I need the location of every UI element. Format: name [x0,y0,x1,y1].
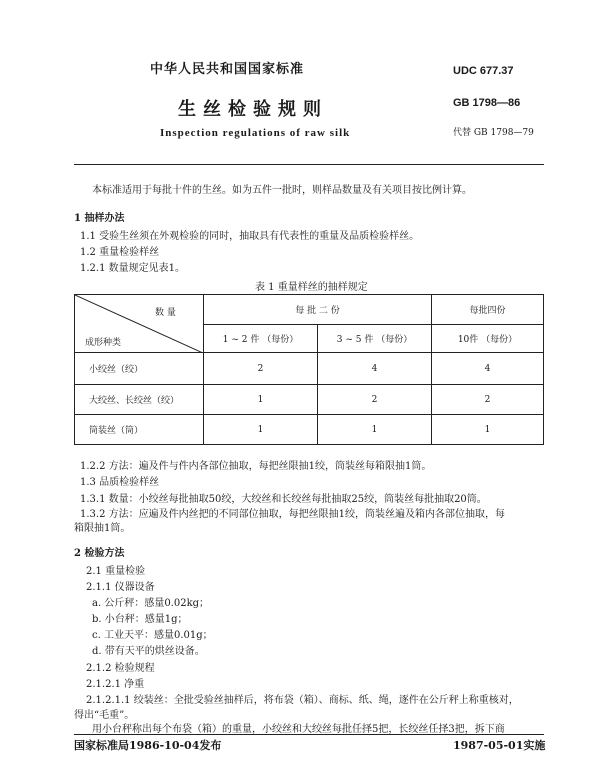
table-cell: 2 [318,385,432,415]
weighing-paragraph: 用小台秤称出每个布袋（箱）的重量，小绞丝和大绞丝每批任择5把，长绞丝任择3把，拆下商 [92,724,505,735]
table-cell: 1 [432,415,544,445]
table-cell: 4 [318,353,432,385]
document-title-english: Inspection regulations of raw silk [160,127,351,139]
table-row [75,415,544,445]
table-cell: 1 [204,415,318,445]
clause-2-1-2-1-1-cont: 得出“毛重”。 [74,710,135,721]
section-1-heading: 1 抽样办法 [74,213,125,224]
corner-top-label: 数 量 [155,308,176,318]
section-2-heading: 2 检验方法 [74,548,125,559]
equipment-a: a. 公斤秤：感量0.02kg； [92,598,210,609]
row-label: 筒装丝（筒） [75,415,204,445]
table-cell: 4 [432,353,544,385]
sub-header-2: 3 ~ 5 件 （每份） [318,325,432,353]
sub-header-1: 1 ~ 2 件 （每份） [204,325,318,353]
udc-code: UDC 677.37 [453,65,514,77]
clause-2-1-2-1: 2.1.2.1 净重 [86,679,145,690]
footer-divider [74,734,544,735]
table-row [75,385,544,415]
clause-2-1-1: 2.1.1 仪器设备 [86,582,155,593]
row-label: 小绞丝（绞） [75,353,204,385]
clause-1-2: 1.2 重量检验样丝 [80,247,160,258]
table-cell: 2 [432,385,544,415]
document-title: 生丝检验规则 [178,99,328,120]
clause-1-3-2: 1.3.2 方法：应遍及件内丝把的不同部位抽取，每把丝限抽1绞，筒装丝遍及箱内各部位抽取，每 [80,509,505,520]
table-corner-cell [75,295,204,353]
corner-bottom-label: 成形种类 [85,338,122,348]
equipment-b: b. 小台秤：感量1g； [92,614,188,625]
clause-2-1-2: 2.1.2 检验规程 [86,663,155,674]
intro-paragraph: 本标准适用于每批十件的生丝。如为五件一批时，则样品数量及有关项目按比例计算。 [92,185,472,196]
sampling-table [74,294,544,445]
table-cell: 1 [318,415,432,445]
table-cell: 1 [204,385,318,415]
table-row [75,353,544,385]
clause-1-2-2: 1.2.2 方法：遍及件与件内各部位抽取，每把丝限抽1绞，筒装丝每箱限抽1筒。 [80,461,432,472]
equipment-d: d. 带有天平的烘丝设备。 [92,646,205,657]
row-label: 大绞丝、长绞丝（绞） [75,385,204,415]
implementation-date: 1987-05-01实施 [453,739,546,752]
group-header-cell: 每 批 二 份 [204,295,432,325]
clause-1-3-2-cont: 箱限抽1筒。 [74,523,131,534]
col3-header-cell: 每批四份 [432,295,544,325]
clause-1-3: 1.3 品质检验样丝 [80,477,160,488]
clause-2-1-2-1-1: 2.1.2.1.1 绞装丝：全批受验丝抽样后，将布袋（箱）、商标、纸、绳，逐件在公斤秤上称重核对， [86,695,519,706]
table-cell: 2 [204,353,318,385]
replaces-standard: 代替 GB 1798—79 [453,128,534,138]
issue-date: 国家标准局1986-10-04发布 [74,739,222,752]
clause-1-2-1: 1.2.1 数量规定见表1。 [80,263,185,274]
clause-2-1: 2.1 重量检验 [86,566,146,577]
table-caption: 表 1 重量样丝的抽样规定 [255,282,368,293]
standard-category: 中华人民共和国国家标准 [150,62,305,77]
clause-1-1: 1.1 受验生丝须在外观检验的同时，抽取具有代表性的重量及品质检验样丝。 [80,231,420,242]
sub-header-3: 10件 （每份） [432,325,544,353]
clause-1-3-1: 1.3.1 数量：小绞丝每批抽取50绞，大绞丝和长绞丝每批抽取25绞，筒装丝每批抽取20筒。 [80,494,487,505]
header-divider [74,164,544,165]
equipment-c: c. 工业天平：感量0.01g； [92,630,213,641]
gb-number: GB 1798—86 [453,97,521,109]
